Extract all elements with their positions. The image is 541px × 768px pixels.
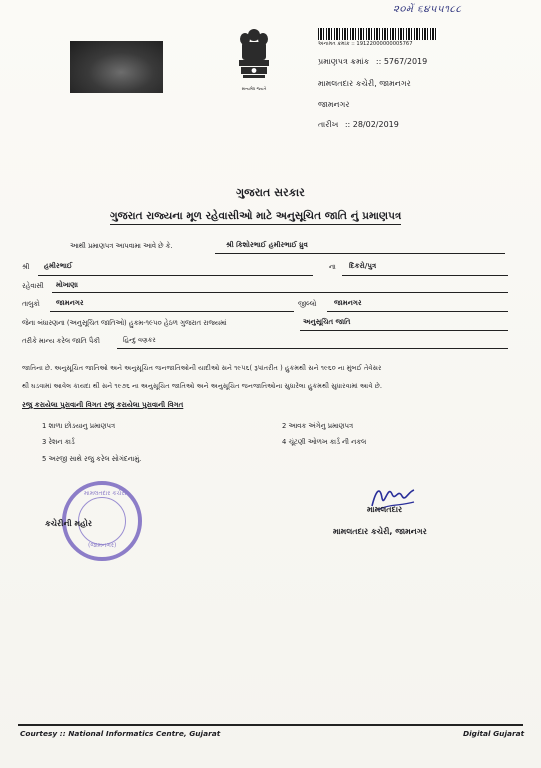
relation-line [342,275,508,276]
holder-line [215,253,505,254]
signatory-office: મામલતદાર કચેરી, જામનગર [333,527,427,536]
district-label: જીલ્લો [298,300,317,308]
relation-value: દિકરો/પુત્ર [349,262,377,270]
cert-no-label: પ્રમાણપત્ર ક્રમાંક [318,57,370,66]
district-value: જામનગર [334,299,362,307]
subcaste-text: તરીકે માન્ય કરેલ જાતિ પૈકી [22,337,100,345]
national-emblem-icon [232,26,276,88]
document-item: 3 રેશન કાર્ડ [42,438,75,446]
footer-courtesy: Courtesy :: National Informatics Centre, Gujarat [20,729,221,738]
holder-name: શ્રી કિશોરભાઈ હમીરભાઈ ધ્રુવ [226,241,308,249]
taluka-value: જામનગર [56,299,84,307]
footer-brand: Digital Gujarat [463,729,525,738]
resident-label: રહેવાસી [22,282,44,290]
taluka-label: તાલુકો [22,300,40,308]
cert-no-value: :: 5767/2019 [375,57,428,66]
issue-date [318,120,399,130]
resident-value: મોખાણા [56,281,78,289]
document-item: 2 આવક અંગેનુ પ્રમાણપત્ર [282,422,354,430]
intro-text: આથી પ્રમાણપત્ર આપવામા આવે છે કે. [70,242,173,250]
document-item: 1 શાળા છોડયાનુ પ્રમાણપત્ર [42,422,116,430]
subcaste-line [117,348,508,349]
caste-value: અનુસૂચિત જાતિ [303,318,351,326]
barcode [318,28,438,40]
resident-line [52,292,508,293]
seal-text-top: મામલતદાર કચેરી [84,490,127,497]
caste-line [300,330,508,331]
issuing-office: મામલતદાર કચેરી, જામનગર [318,79,411,88]
certificate-title: ગુજરાત રાજ્યના મૂળ રહેવાસીઓ માટે અનુસૂચિત જાતિ નું પ્રમાણપત્ર [110,210,401,225]
taluka-line [50,311,294,312]
documents-heading: રજુ કરાયેલા પુરાવાની વિગત રજુ કરાયેલા પુરાવાની વિગત [22,401,184,409]
shri-label: શ્રી [22,263,30,271]
seal-text-bottom: (જામનગર) [88,542,117,549]
father-name: હમીરભાઈ [44,262,73,270]
na-label: ના [329,263,336,271]
government-title: ગુજરાત સરકાર [236,186,305,199]
applicant-photo [70,41,163,93]
handwritten-note: ૨૦મેં ૬૪૫૫૧૮૮ [393,4,462,15]
subcaste-value: હિન્દુ વણકર [123,336,156,344]
district-line [327,311,508,312]
issuing-district: જામનગર [318,100,350,109]
father-line [38,275,313,276]
date-label: તારીખ [318,120,339,129]
paragraph-line-1: જાતિના છે. અનુસૂચિત જાતિઓ અને અનુસૂચિત જનજાતિઓની યાદીઓ સને ૧૯૫૬( રૂપાંતરીત ) હુકમથી સને ૧૯૬૦ ના મુંબઈ તેવેસર [22,364,382,372]
document-item: 4 ચૂંટણી ઓળખ કાર્ડ ની નકલ [282,438,367,446]
document-item: 5 અરજી સાથે રજુ કરેલ સોગંદનામું. [42,455,142,463]
barcode-label: અનામત ક્રમાંક :: 19122000000005767 [318,41,413,47]
emblem-caption: સત્યમેવ જયતે [241,86,267,91]
seal-label: કચેરીની મહોર [45,519,92,528]
signatory-title: મામલતદાર [367,505,403,514]
certificate-number [318,57,427,67]
paragraph-line-2: થી ઘડવામાં આવેલ કાયદા થી સને ૧૯૭૬ ના અનુસૂચિત જાતિઓ અને અનુસૂચિત જનજાતિઓના સુધારેલા હુકમથી સુધારવામાં આવે છે. [22,382,383,390]
order-text: જેના બંધારણના (અનુસૂચિત જાતિઓ) હુકમ-૧૯૫૦ હેઠળ ગુજરાત રાજ્યમાં [22,319,227,327]
footer-divider [18,724,523,726]
date-value: :: 28/02/2019 [344,120,399,129]
